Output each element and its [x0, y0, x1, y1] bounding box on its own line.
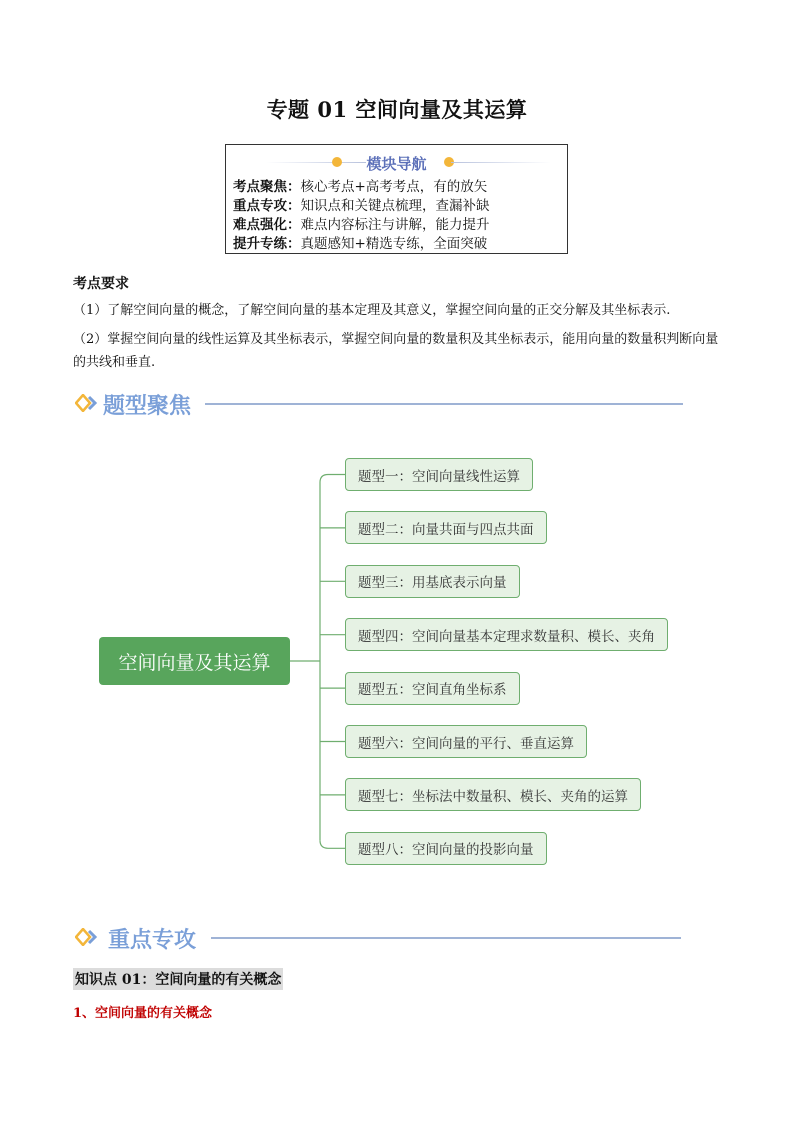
mindmap-root: 空间向量及其运算 — [99, 637, 290, 685]
requirement-item: （1）了解空间向量的概念，了解空间向量的基本定理及其意义，掌握空间向量的正交分解及其坐标表示. — [73, 303, 671, 318]
section-rule — [205, 403, 683, 405]
nav-row — [233, 178, 490, 197]
diamond-chevron-icon — [75, 928, 101, 946]
requirement-item: （2）掌握空间向量的线性运算及其坐标表示，掌握空间向量的数量积及其坐标表示，能用向量的数量积判断向量的共线和垂直. — [73, 332, 719, 370]
branch-connector — [320, 840, 345, 848]
nav-row — [233, 216, 490, 235]
nav-row-label: 考点聚焦： — [233, 179, 301, 195]
nav-divider-right — [451, 162, 551, 163]
nav-header — [226, 151, 567, 173]
nav-title: 模块导航 — [366, 155, 427, 173]
section-title: 重点专攻 — [108, 928, 197, 953]
mindmap-branch: 题型五：空间直角坐标系 — [345, 672, 520, 705]
nav-row-label: 重点专攻： — [233, 198, 301, 214]
mindmap-branch: 题型二：向量共面与四点共面 — [345, 511, 547, 544]
mindmap-branch: 题型一：空间向量线性运算 — [345, 458, 533, 491]
branch-connector — [320, 475, 345, 483]
nav-list — [233, 178, 490, 254]
mindmap-branch: 题型三：用基底表示向量 — [345, 565, 520, 598]
nav-row-label: 提升专练： — [233, 236, 301, 252]
page-title: 专题 01 空间向量及其运算 — [266, 97, 528, 122]
knowledge-subtitle: 1、空间向量的有关概念 — [73, 1006, 213, 1021]
mindmap-branch: 题型六：空间向量的平行、垂直运算 — [345, 725, 587, 758]
nav-row — [233, 197, 490, 216]
diamond-chevron-icon — [75, 394, 101, 412]
mindmap-branch: 题型八：空间向量的投影向量 — [345, 832, 547, 865]
mindmap-branch: 题型四：空间向量基本定理求数量积、模长、夹角 — [345, 618, 668, 651]
nav-row — [233, 235, 490, 254]
knowledge-point-title: 知识点 01：空间向量的有关概念 — [73, 968, 283, 990]
nav-row-text: 知识点和关键点梳理，查漏补缺 — [300, 198, 490, 214]
section-rule — [211, 937, 681, 939]
section-header-types — [75, 388, 685, 418]
mindmap-branch: 题型七：坐标法中数量积、模长、夹角的运算 — [345, 778, 641, 811]
nav-row-text: 核心考点+高考考点，有的放矢 — [300, 179, 488, 195]
nav-row-label: 难点强化： — [233, 217, 301, 233]
nav-row-text: 真题感知+精选专练，全面突破 — [300, 236, 488, 252]
section-title: 题型聚焦 — [103, 394, 192, 419]
requirements-title: 考点要求 — [73, 276, 129, 292]
module-navigation-box — [225, 144, 568, 254]
section-header-focus — [75, 922, 685, 952]
nav-row-text: 难点内容标注与讲解，能力提升 — [300, 217, 490, 233]
